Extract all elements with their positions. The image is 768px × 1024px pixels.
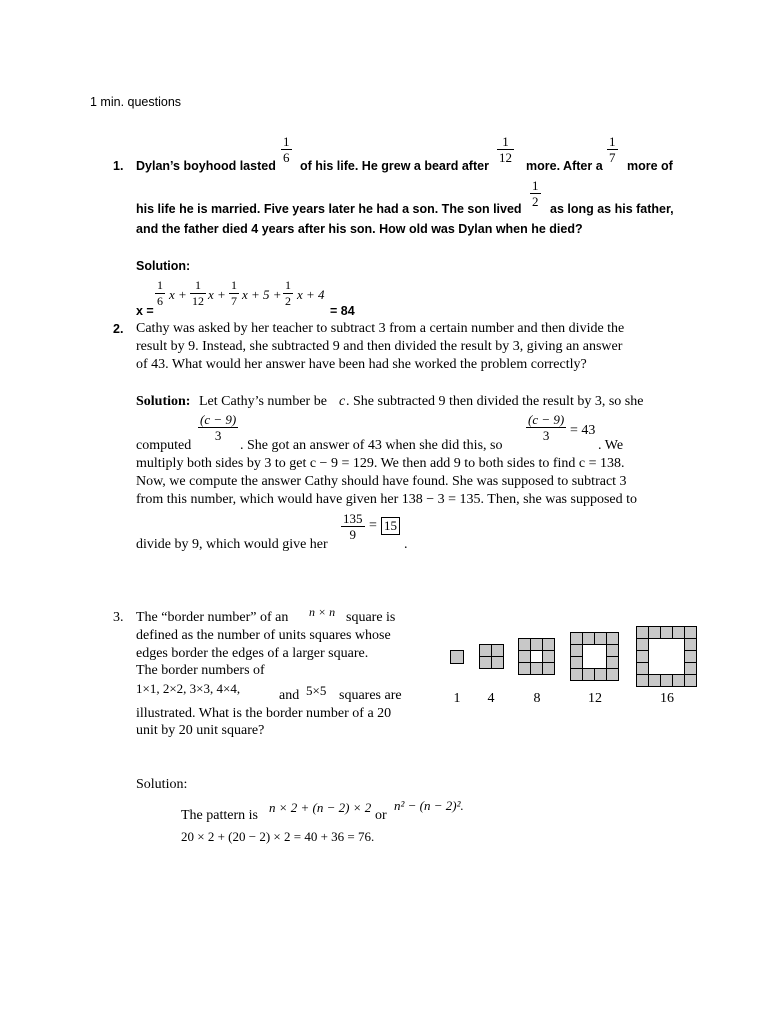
q3-pattern-expr: n × 2 + (n − 2) × 2	[269, 800, 372, 815]
q2-frac-c9-num: (c − 9)	[200, 412, 237, 427]
q2-sol-var-c: c	[339, 394, 346, 409]
q2-eq-43: = 43	[570, 423, 596, 438]
q1-eq-term-4: x + 4	[297, 287, 325, 302]
border-figure-4x4	[570, 632, 618, 680]
q1-eq-frac-half-num: 1	[285, 278, 291, 292]
q2-frac-135	[341, 511, 365, 542]
border-cell	[684, 674, 697, 687]
q1-eq-frac-seventh-num: 1	[231, 278, 237, 292]
q1-eq-frac-seventh	[229, 278, 239, 309]
q2-frac-c9-den: 3	[214, 428, 222, 443]
q1-frac-twelfth-num: 1	[497, 134, 514, 150]
figure-label-8: 8	[533, 691, 541, 706]
q2-line-3: of 43. What would her answer have been had she worked the problem correctly?	[136, 357, 587, 372]
q1-eq-term-2: x +	[208, 287, 226, 302]
q2-eq-sign: =	[369, 518, 377, 533]
q1-fraction-twelfth	[497, 134, 514, 165]
figure-label-4: 4	[487, 691, 495, 706]
q3-solution-label: Solution:	[136, 777, 188, 792]
q2-sol-1b: . She subtracted 9 then divided the result by 3, so she	[346, 394, 644, 409]
q3-line3: edges border the edges of a larger square.	[136, 646, 369, 661]
q1-eq-frac-half	[283, 278, 293, 309]
q1-text-a: Dylan’s boyhood lasted	[136, 159, 276, 173]
q1-frac-twelfth-den: 12	[499, 150, 512, 165]
q1-eq-term-1: x +	[169, 287, 187, 302]
q1-eq-frac-twelfth-den: 12	[192, 294, 204, 308]
q3-nxn: n × n	[309, 605, 336, 619]
q2-sol-5: from this number, which would have given her 138 − 3 = 135. Then, she was supposed to	[136, 492, 638, 507]
q2-sol-1a: Let Cathy’s number be	[199, 394, 327, 409]
q3-and: and	[279, 688, 300, 703]
q1-eq-frac-half-den: 2	[285, 294, 291, 308]
q1-line3: and the father died 4 years after his son. How old was Dylan when he died?	[136, 222, 583, 236]
border-cell	[542, 662, 555, 675]
q1-eq-term-3: x + 5 +	[242, 287, 282, 302]
q1-solution-label: Solution:	[136, 259, 191, 273]
q2-frac-c9-second-den: 3	[542, 428, 550, 443]
q3-sizes: 1×1, 2×2, 3×3, 4×4,	[136, 681, 241, 696]
q3-line7: unit by 20 unit square?	[136, 723, 265, 738]
q1-x-equals: x =	[136, 304, 154, 318]
figure-label-12: 12	[588, 691, 602, 706]
figure-label-1: 1	[453, 691, 461, 706]
q1-frac-half-num: 1	[532, 178, 539, 193]
q2-frac-c9-second-num: (c − 9)	[528, 412, 565, 427]
border-cell	[491, 656, 504, 669]
q1-eq-frac-twelfth-num: 1	[190, 278, 206, 294]
q2-frac-c9-second	[526, 412, 566, 443]
q1-frac-half-den: 2	[532, 194, 539, 209]
q3-line1b: square is	[346, 610, 396, 625]
q1-eq-frac-sixth-den: 6	[157, 294, 163, 308]
q1-text-b: of his life. He grew a beard after	[300, 159, 489, 173]
q1-frac-seventh-num: 1	[609, 134, 616, 149]
q1-eq-frac-twelfth	[190, 278, 206, 309]
q3-alt-expr: n² − (n − 2)².	[394, 798, 464, 813]
q3-pattern-label: The pattern is	[181, 808, 258, 823]
figure-label-16: 16	[660, 691, 674, 706]
q1-frac-sixth-num: 1	[283, 134, 290, 149]
q2-computed: computed	[136, 438, 192, 453]
border-cell	[606, 668, 619, 681]
q3-line2: defined as the number of units squares whose	[136, 628, 391, 643]
q1-line2b: as long as his father,	[550, 202, 674, 216]
q2-we: . We	[598, 438, 624, 453]
q1-eq-frac-sixth-num: 1	[157, 278, 163, 292]
q1-text-d: more of	[627, 159, 673, 173]
border-cell	[450, 650, 464, 664]
q1-eq-frac-seventh-den: 7	[231, 294, 237, 308]
q3-line4: The border numbers of	[136, 663, 265, 678]
q1-fraction-seventh	[607, 134, 618, 165]
q2-sol-3: multiply both sides by 3 to get c − 9 = 129. We then add 9 to both sides to find c = 138.	[136, 456, 625, 471]
q2-sol-6: divide by 9, which would give her	[136, 537, 328, 552]
q2-sol-4: Now, we compute the answer Cathy should have found. She was supposed to subtract 3	[136, 474, 627, 489]
q2-number: 2.	[113, 322, 124, 336]
q3-line1a: The “border number” of an	[136, 610, 289, 625]
q2-sol-2b: . She got an answer of 43 when she did this, so	[240, 438, 503, 453]
border-figure-3x3	[518, 638, 554, 674]
q1-eq-frac-sixth	[155, 278, 165, 309]
q1-text-c: more. After a	[526, 159, 603, 173]
q2-frac-c9	[198, 412, 238, 443]
page-header: 1 min. questions	[90, 95, 182, 109]
q2-period: .	[404, 537, 408, 552]
q2-line-1: Cathy was asked by her teacher to subtract 3 from a certain number and then divide the	[136, 321, 625, 336]
q2-boxed-answer: 15	[381, 517, 400, 535]
q2-frac-135-den: 9	[349, 527, 356, 542]
q1-number: 1.	[113, 159, 124, 173]
border-figure-5x5	[636, 626, 696, 686]
q1-answer: = 84	[330, 304, 355, 318]
q1-line2a: his life he is married. Five years later he had a son. The son lived	[136, 202, 522, 216]
q2-frac-135-num: 135	[343, 511, 363, 526]
q1-frac-sixth-den: 6	[283, 150, 290, 165]
q2-solution-label: Solution:	[136, 394, 191, 409]
q1-fraction-half	[530, 178, 541, 209]
q1-frac-seventh-den: 7	[609, 150, 616, 165]
q3-final: 20 × 2 + (20 − 2) × 2 = 40 + 36 = 76.	[181, 829, 375, 844]
q2-line-2: result by 9. Instead, she subtracted 9 and then divided the result by 3, giving an answer	[136, 339, 623, 354]
q3-or: or	[375, 808, 387, 823]
q1-fraction-sixth	[281, 134, 292, 165]
q3-squares-are: squares are	[339, 688, 402, 703]
border-figure-1x1	[450, 650, 463, 663]
q3-number: 3.	[113, 610, 124, 625]
q3-line6: illustrated. What is the border number of a 20	[136, 706, 392, 721]
border-figure-2x2	[479, 644, 503, 668]
q3-five: 5×5	[306, 683, 327, 698]
